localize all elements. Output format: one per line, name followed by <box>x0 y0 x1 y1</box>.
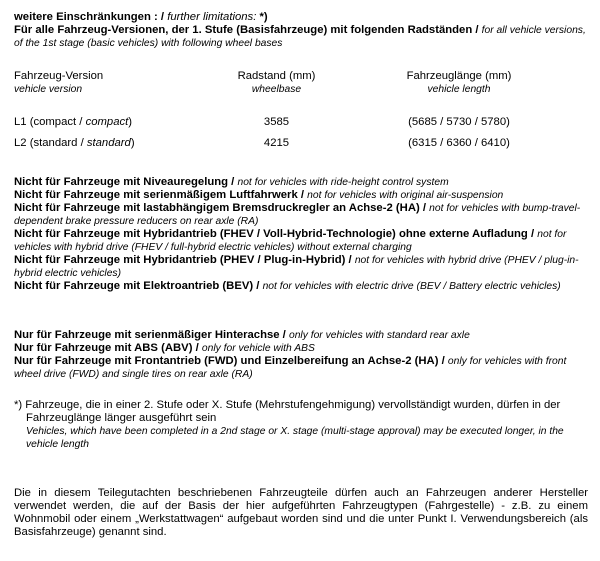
restriction-en: not for vehicles with electric drive (BEV / Battery electric vehicles) <box>262 281 561 292</box>
restriction-en: not for vehicles with hybrid drive (FHEV / full-hybrid electric vehicles) without external charging <box>14 229 567 253</box>
only-for-list <box>14 329 588 381</box>
row-version-de: L1 (compact / <box>14 116 86 128</box>
restriction-de: Nicht für Fahrzeuge mit Elektroantrieb (BEV) / <box>14 280 260 292</box>
header-wheelbase-en: wheelbase <box>251 84 302 95</box>
closing-paragraph: Die in diesem Teilegutachten beschriebenen Fahrzeugteile dürfen auch an Fahrzeugen anderer Hersteller verwendet werden, die auf der Basis der hier aufgeführten Fahrzeugtypen (Fahrgestelle) - z.B. zu einem Wohnmobil oder einem „Werkstattwagen“ aufgebaut worden sind und die unter Punkt I. Verwendungsbereich (als Basisfahrzeuge) genannt sind. <box>14 487 588 538</box>
header-wheelbase-de: Radstand (mm) <box>237 70 316 82</box>
list-item <box>14 254 588 280</box>
limitations-title-de: weitere Einschränkungen : / <box>14 11 165 23</box>
row-version-cell <box>14 116 194 137</box>
limitations-title-en: further limitations: <box>167 11 257 23</box>
restriction-en: not for vehicles with original air-suspension <box>307 190 504 201</box>
list-item <box>14 355 588 381</box>
row-length-cell: (5685 / 5730 / 5780) <box>408 116 510 128</box>
header-vehicle-length-en: vehicle length <box>427 84 491 95</box>
limitations-title-mark: *) <box>259 11 268 23</box>
header-vehicle-version <box>14 70 194 96</box>
only-for-en: only for vehicle with ABS <box>201 343 315 354</box>
footnote-de: *) Fahrzeuge, die in einer 2. Stufe oder X. Stufe (Mehrstufengehmigung) vervollständigt wurden, dürfen in der Fahrzeuglänge länger ausgeführt sein <box>14 399 561 424</box>
row-version-en: compact <box>85 116 129 128</box>
only-for-de: Nur für Fahrzeuge mit serienmäßiger Hinterachse / <box>14 329 286 341</box>
footnote-en: Vehicles, which have been completed in a 2nd stage or X. stage (multi-stage approval) may be executed longer, in the vehicle length <box>26 426 564 450</box>
row-version-en: standard <box>86 137 131 149</box>
wheelbase-table <box>14 70 559 150</box>
row-wheelbase-cell: 3585 <box>263 116 290 128</box>
header-vehicle-length <box>359 70 559 96</box>
list-item <box>14 202 588 228</box>
footnote <box>14 399 574 451</box>
header-vehicle-length-de: Fahrzeuglänge (mm) <box>406 70 512 82</box>
list-item <box>14 176 588 189</box>
header-vehicle-version-en: vehicle version <box>14 84 83 95</box>
restriction-de: Nicht für Fahrzeuge mit serienmäßigem Luftfahrwerk / <box>14 189 305 201</box>
list-item <box>14 329 588 342</box>
header-vehicle-version-de: Fahrzeug-Version <box>14 70 104 82</box>
restriction-en: not for vehicles with hybrid drive (PHEV / plug-in-hybrid electric vehicles) <box>14 255 579 279</box>
only-for-en: only for vehicles with standard rear axle <box>288 330 470 341</box>
restriction-de: Nicht für Fahrzeuge mit lastabhängigem Bremsdruckregler an Achse-2 (HA) / <box>14 202 427 214</box>
vehicle-versions-heading-de: Für alle Fahrzeug-Versionen, der 1. Stufe (Basisfahrzeuge) mit folgenden Radständen / <box>14 24 479 36</box>
table-row <box>14 137 559 150</box>
limitations-heading <box>14 11 588 24</box>
header-wheelbase <box>194 70 359 96</box>
restriction-de: Nicht für Fahrzeuge mit Niveauregelung / <box>14 176 235 188</box>
list-item <box>14 189 588 202</box>
restriction-en: not for vehicles with bump-travel-dependent brake pressure reducers on rear axle (RA) <box>14 203 581 227</box>
list-item <box>14 342 588 355</box>
table-header-row <box>14 70 559 96</box>
only-for-en: only for vehicles with front wheel drive (FWD) and single tires on rear axle (RA) <box>14 356 567 380</box>
row-version-close: ) <box>130 137 135 149</box>
only-for-de: Nur für Fahrzeuge mit ABS (ABV) / <box>14 342 199 354</box>
restriction-en: not for vehicles with ride-height control system <box>237 177 449 188</box>
row-wheelbase-cell: 4215 <box>263 137 290 149</box>
restriction-de: Nicht für Fahrzeuge mit Hybridantrieb (FHEV / Voll-Hybrid-Technologie) ohne externe Aufladung / <box>14 228 535 240</box>
table-spacer <box>14 96 559 116</box>
row-version-close: ) <box>128 116 133 128</box>
row-length-cell: (6315 / 6360 / 6410) <box>408 137 510 149</box>
only-for-de: Nur für Fahrzeuge mit Frontantrieb (FWD) und Einzelbereifung an Achse-2 (HA) / <box>14 355 445 367</box>
vehicle-versions-heading <box>14 24 588 50</box>
restrictions-list <box>14 176 588 293</box>
table-row <box>14 116 559 137</box>
vehicle-versions-heading-en: for all vehicle versions, of the 1st stage (basic vehicles) with following wheel bases <box>14 25 586 49</box>
list-item <box>14 228 588 254</box>
row-version-cell <box>14 137 194 150</box>
restriction-de: Nicht für Fahrzeuge mit Hybridantrieb (PHEV / Plug-in-Hybrid) / <box>14 254 352 266</box>
row-version-de: L2 (standard / <box>14 137 87 149</box>
list-item <box>14 280 588 293</box>
